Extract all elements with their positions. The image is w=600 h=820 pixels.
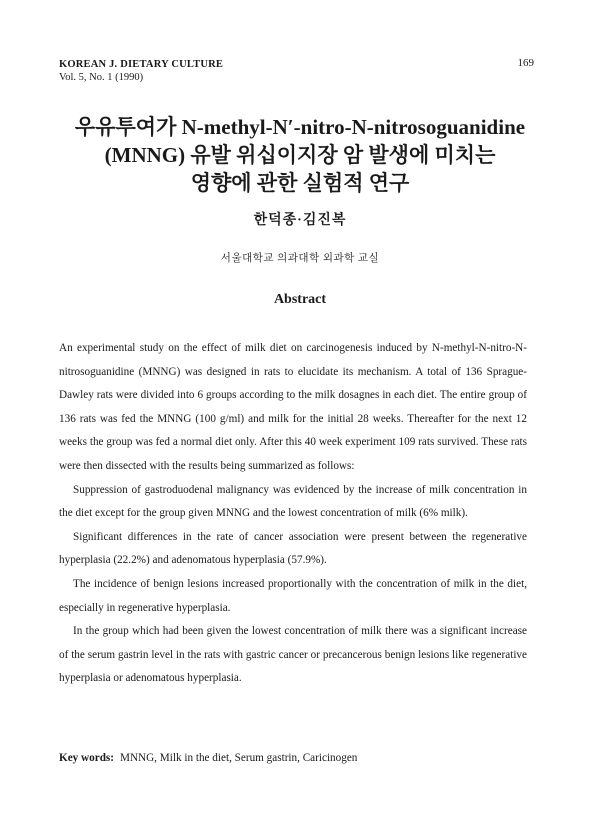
paper-title (40, 113, 560, 197)
journal-volume: Vol. 5, No. 1 (1990) (59, 72, 144, 83)
abstract-paragraph: The incidence of benign lesions increased proportionally with the concentration of milk in the diet, especially in regenerative hyperplasia. (59, 577, 527, 614)
authors: 한덕종·김진복 (253, 213, 347, 228)
abstract-body (59, 337, 527, 691)
title-line-2: (MNNG) 유발 위십이지장 암 발생에 미치는 (104, 143, 496, 167)
journal-name: KOREAN J. DIETARY CULTURE (59, 59, 224, 70)
keywords-label: Key words: (59, 752, 114, 764)
title-line-1: 우유투여가 N-methyl-N′-nitro-N-nitrosoguanidine (74, 115, 526, 139)
abstract-paragraph: An experimental study on the effect of milk diet on carcinogenesis induced by N-methyl-N-nitro-N-nitrosoguanidine (MNNG) was designed in rats to elucidate its mechanism. A total of 136 Sprague-Dawley rats were divided into 6 groups according to the milk dosagnes in each diet. The entire group of 136 rats was fed the MNNG (100 g/ml) and milk for the initial 28 weeks. Thereafter for the next 12 weeks the group was fed a normal diet only. After this 40 week experiment 109 rats survived. These rats were then dissected with the results being summarized as follows: (59, 342, 527, 472)
abstract-heading: Abstract (273, 292, 327, 307)
journal-header (59, 58, 223, 84)
abstract-paragraph: In the group which had been given the lowest concentration of milk there was a significant increase of the serum gastrin level in the rats with gastric cancer or precancerous benign lesions like regenerative hyperplasia or adenomatous hyperplasia. (59, 625, 527, 685)
keywords-text: MNNG, Milk in the diet, Serum gastrin, Caricinogen (120, 752, 358, 764)
abstract-paragraph: Suppression of gastroduodenal malignancy was evidenced by the increase of milk concentration in the diet except for the group given MNNG and the lowest concentration of milk (6% milk). (59, 483, 527, 520)
title-line-3: 영향에 관한 실험적 연구 (190, 171, 410, 195)
page-number: 169 (517, 57, 534, 69)
affiliation: 서울대학교 의과대학 외과학 교실 (220, 253, 380, 264)
abstract-paragraph: Significant differences in the rate of cancer association were present between the regenerative hyperplasia (22.2%) and adenomatous hyperplasia (57.9%). (59, 530, 527, 567)
keywords (59, 752, 539, 764)
